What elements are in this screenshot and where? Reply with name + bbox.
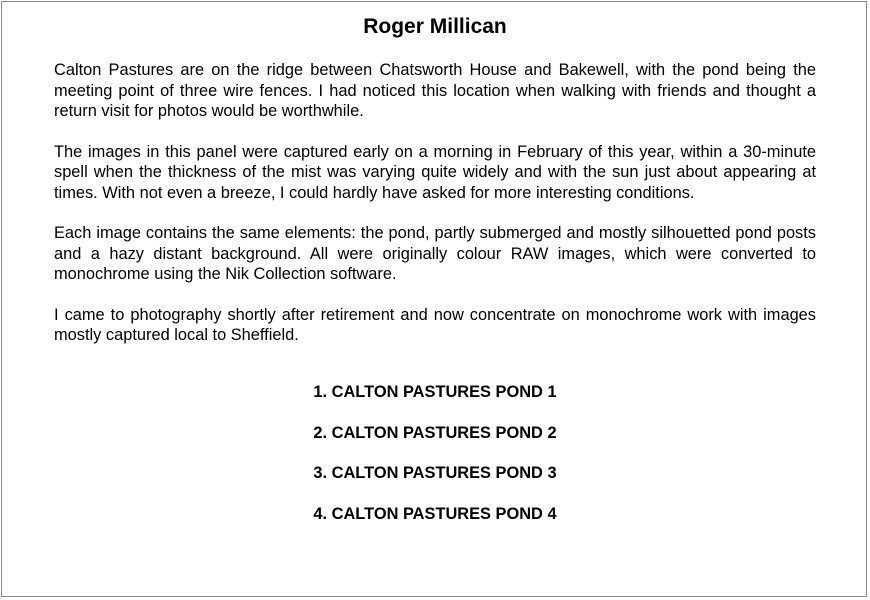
description (54, 60, 816, 366)
image-title-2: 2. CALTON PASTURES POND 2 (313, 423, 557, 442)
paragraph-author-bio: I came to photography shortly after retirement and now concentrate on monochrome work with images mostly captured local to Sheffield. (54, 305, 816, 344)
image-title-3: 3. CALTON PASTURES POND 3 (313, 464, 557, 482)
image-titles-list (0, 382, 870, 544)
author-name: Roger Millican (363, 15, 507, 38)
paragraph-capture: The images in this panel were captured early on a morning in February of this year, within a 30-minute spell when the thickness of the mist was varying quite widely and with the sun just about appearing at times. With not even a breeze, I could hardly have asked for more interesting conditions. (54, 142, 816, 202)
paragraph-elements: Each image contains the same elements: the pond, partly submerged and mostly silhouetted pond posts and a hazy distant background. All were originally colour RAW images, which were converted to monochrome using the Nik Collection software. (54, 224, 816, 283)
paragraph-location: Calton Pastures are on the ridge between Chatsworth House and Bakewell, with the pond being the meeting point of three wire fences. I had noticed this location when walking with friends and thought a return visit for photos would be worthwhile. (54, 61, 816, 120)
image-title-1: 1. CALTON PASTURES POND 1 (313, 383, 557, 401)
image-title-4: 4. CALTON PASTURES POND 4 (313, 504, 557, 523)
